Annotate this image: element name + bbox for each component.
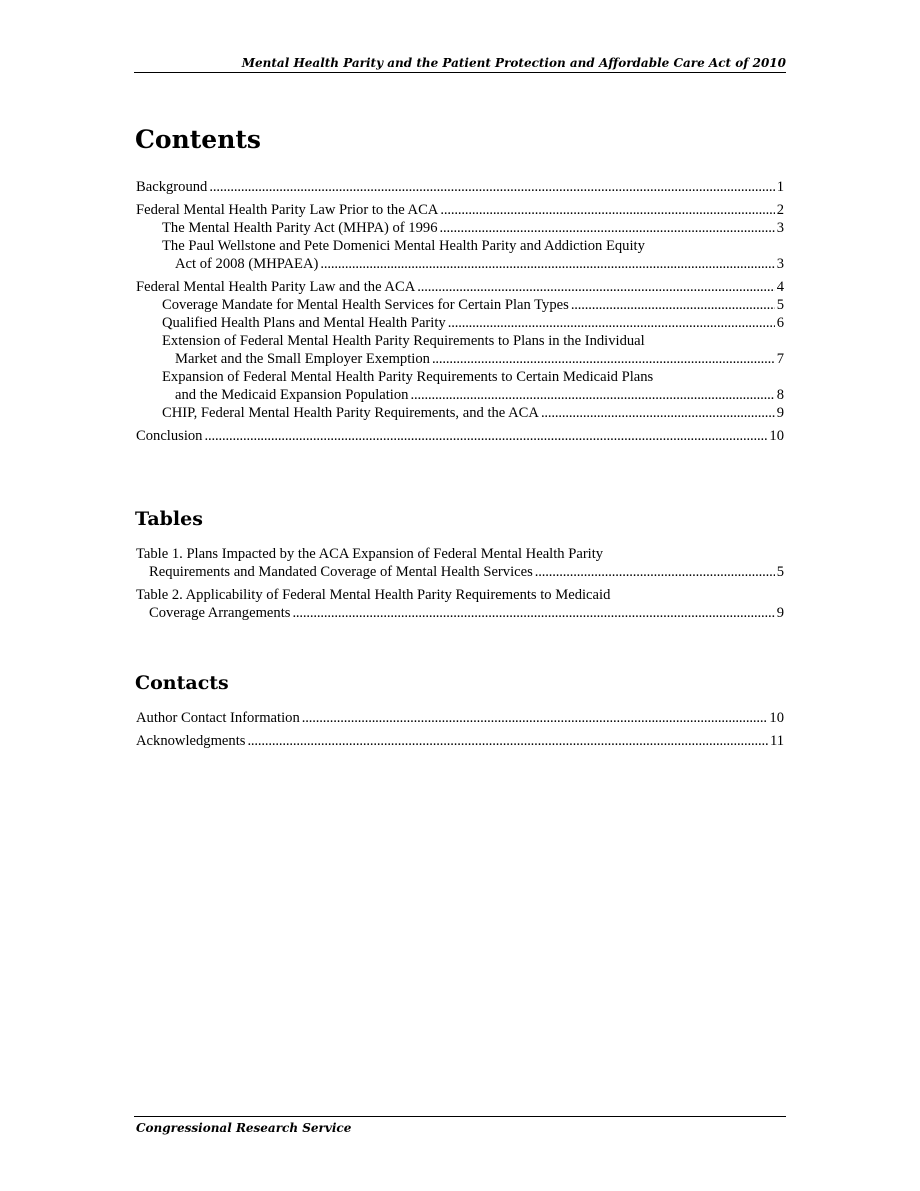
toc-entry-title-continued: Market and the Small Employer Exemption (175, 351, 430, 367)
toc-entry-title: Background (136, 179, 208, 195)
toc-entry-conclusion[interactable] (136, 427, 784, 445)
toc-entry-mhpa-1996[interactable] (136, 219, 784, 237)
toc-entry-title-continued: Coverage Arrangements (149, 605, 291, 621)
toc-page-number: 5 (776, 564, 784, 580)
toc-entry-title-continued: Act of 2008 (MHPAEA) (175, 256, 319, 272)
toc-entry-title: Extension of Federal Mental Health Parity Requirements to Plans in the Individual (162, 333, 645, 349)
contents-list (136, 178, 784, 445)
dot-leader (209, 178, 774, 196)
toc-page-number: 9 (776, 605, 784, 621)
toc-entry-title-continued: Requirements and Mandated Coverage of Mental Health Services (149, 564, 533, 580)
dot-leader (417, 278, 774, 296)
dot-leader (410, 386, 774, 404)
toc-entry-acknowledgments[interactable] (136, 732, 784, 750)
dot-leader (440, 201, 774, 219)
contacts-heading: Contacts (135, 672, 229, 694)
toc-page-number: 4 (776, 279, 784, 295)
toc-page-number: 7 (776, 351, 784, 367)
toc-entry-title: Expansion of Federal Mental Health Parity Requirements to Certain Medicaid Plans (162, 369, 654, 385)
toc-entry-title: Table 1. Plans Impacted by the ACA Expansion of Federal Mental Health Parity (136, 546, 604, 562)
dot-leader (302, 709, 768, 727)
dot-leader (571, 296, 775, 314)
toc-entry-title: Table 2. Applicability of Federal Mental Health Parity Requirements to Medicaid (136, 587, 611, 603)
toc-page-number: 3 (776, 220, 784, 236)
toc-entry-parity-law-and-aca[interactable] (136, 278, 784, 296)
contents-heading: Contents (135, 125, 262, 154)
dot-leader (320, 255, 774, 273)
toc-entry-coverage-mandate[interactable] (136, 296, 784, 314)
footer-rule (134, 1116, 786, 1117)
dot-leader (204, 427, 767, 445)
toc-page-number: 6 (776, 315, 784, 331)
toc-entry-mhpaea-2008[interactable] (136, 237, 784, 273)
toc-entry-title: Qualified Health Plans and Mental Health Parity (162, 315, 446, 331)
tables-heading: Tables (135, 508, 203, 530)
toc-entry-background[interactable] (136, 178, 784, 196)
toc-entry-individual-market-extension[interactable] (136, 332, 784, 368)
toc-entry-title: Federal Mental Health Parity Law and the ACA (136, 279, 416, 295)
toc-page-number: 3 (776, 256, 784, 272)
toc-entry-title-continued: and the Medicaid Expansion Population (175, 387, 409, 403)
toc-page-number: 2 (776, 202, 784, 218)
running-header: Mental Health Parity and the Patient Protection and Affordable Care Act of 2010 (241, 56, 786, 70)
toc-entry-table-2[interactable] (136, 586, 784, 622)
toc-entry-title: Acknowledgments (136, 733, 246, 749)
dot-leader (535, 563, 775, 581)
toc-entry-title: The Mental Health Parity Act (MHPA) of 1996 (162, 220, 438, 236)
tables-list (136, 545, 784, 622)
toc-entry-title: Conclusion (136, 428, 203, 444)
toc-entry-title: The Paul Wellstone and Pete Domenici Mental Health Parity and Addiction Equity (162, 238, 645, 254)
toc-page-number: 10 (769, 710, 784, 726)
toc-page-number: 9 (776, 405, 784, 421)
toc-page-number: 1 (776, 179, 784, 195)
dot-leader (448, 314, 775, 332)
toc-entry-parity-law-prior-to-aca[interactable] (136, 201, 784, 219)
toc-entry-qualified-health-plans[interactable] (136, 314, 784, 332)
toc-entry-author-contact[interactable] (136, 709, 784, 727)
running-footer: Congressional Research Service (136, 1121, 352, 1135)
toc-entry-title: Federal Mental Health Parity Law Prior to the ACA (136, 202, 439, 218)
toc-entry-table-1[interactable] (136, 545, 784, 581)
header-rule (134, 72, 786, 73)
toc-page-number: 5 (776, 297, 784, 313)
dot-leader (432, 350, 775, 368)
dot-leader (440, 219, 775, 237)
toc-page-number: 8 (776, 387, 784, 403)
toc-entry-title: Coverage Mandate for Mental Health Services for Certain Plan Types (162, 297, 569, 313)
toc-entry-title: CHIP, Federal Mental Health Parity Requirements, and the ACA (162, 405, 539, 421)
contacts-list (136, 709, 784, 750)
toc-entry-medicaid-expansion[interactable] (136, 368, 784, 404)
toc-page-number: 11 (769, 733, 784, 749)
toc-page-number: 10 (769, 428, 784, 444)
dot-leader (292, 604, 774, 622)
toc-entry-chip[interactable] (136, 404, 784, 422)
dot-leader (541, 404, 775, 422)
dot-leader (247, 732, 768, 750)
toc-entry-title: Author Contact Information (136, 710, 300, 726)
